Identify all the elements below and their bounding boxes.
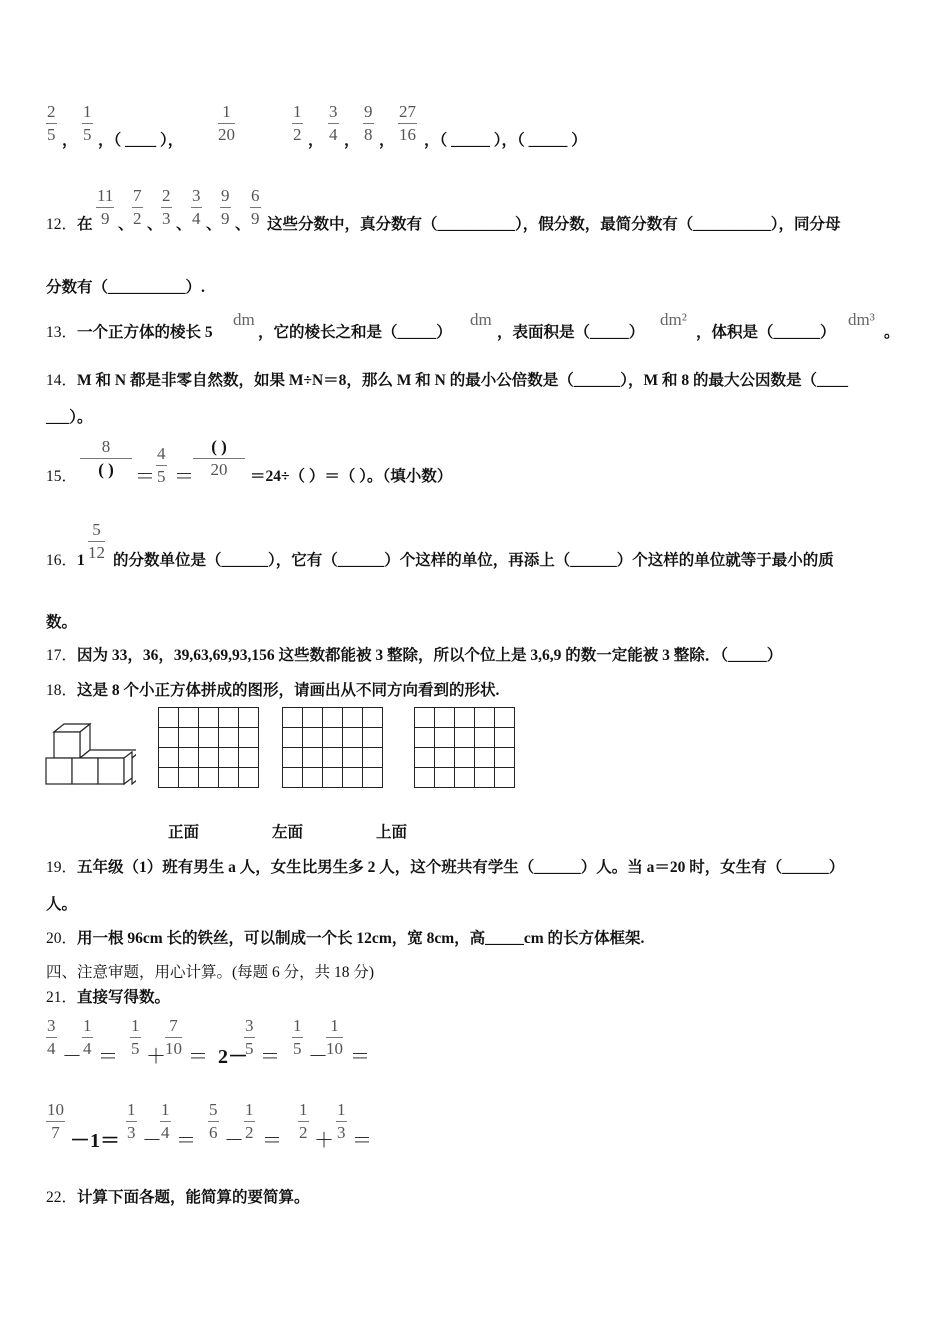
q16-number: 16．1 xyxy=(46,552,85,569)
q12-sep: 、 xyxy=(206,216,222,233)
q12-sep: 、 xyxy=(176,216,192,233)
q13-text-4: ，体积是（______） xyxy=(696,324,836,341)
q21-op: － xyxy=(308,1046,328,1068)
q21-r2-a2: $\frac{1}{3}$ xyxy=(127,1100,136,1142)
q21-r2-b4: $\frac{1}{3}$ xyxy=(337,1100,346,1142)
q15-equals: ＝ xyxy=(135,466,155,488)
q13-line: 13．一个正方体的棱长 5 xyxy=(46,324,213,341)
q11-frac-5: $\frac{3}{4}$ xyxy=(329,102,338,144)
left-view-grid[interactable] xyxy=(282,707,383,788)
q14-line: 14．M 和 N 都是非零自然数，如果 M÷N＝8，那么 M 和 N 的最小公倍数是（______），M 和 8 的最大公因数是（____ xyxy=(46,372,848,389)
q15-frac-3: ( ) 20 xyxy=(193,437,245,481)
q12-text: 这些分数中，真分数有（__________），假分数，最简分数有（__________），同分母 xyxy=(267,216,841,233)
q12-sep: 、 xyxy=(147,216,163,233)
q13-text-5: 。 xyxy=(884,324,900,341)
q21-r2-a3: $\frac{5}{6}$ xyxy=(209,1100,218,1142)
q21-r1-b2: $\frac{7}{10}$ xyxy=(165,1016,182,1058)
label-front: 正面 xyxy=(168,824,200,841)
q22-line: 22．计算下面各题，能简算的要简算。 xyxy=(46,1189,310,1206)
q18-line: 18．这是 8 个小正方体拼成的图形，请画出从不同方向看到的形状. xyxy=(46,682,500,699)
q21-r2-b2: $\frac{1}{4}$ xyxy=(161,1100,170,1142)
q16-text: 的分数单位是（______），它有（______）个这样的单位，再添上（______）个这样的单位就等于最小的质 xyxy=(113,552,834,569)
q13-text-3: ，表面积是（_____） xyxy=(497,324,645,341)
q12-sep: 、 xyxy=(235,216,251,233)
q21-op: ＋ xyxy=(314,1130,334,1152)
q21-op: ＋ xyxy=(146,1046,166,1068)
q12-frac-4: $\frac{3}{4}$ xyxy=(192,186,201,228)
q12-text-2: 分数有（__________）. xyxy=(46,279,205,296)
q20-line: 20．用一根 96cm 长的铁丝，可以制成一个长 12cm，宽 8cm，高_____cm 的长方体框架. xyxy=(46,930,645,947)
q21-eq: ＝ xyxy=(352,1130,372,1152)
q21-op: － xyxy=(224,1130,244,1152)
q11-comma: ， xyxy=(344,132,360,149)
q12-frac-6: $\frac{6}{9}$ xyxy=(251,186,260,228)
q21-eq: ＝ xyxy=(188,1046,208,1068)
q11-frac-1: $\frac{2}{5}$ xyxy=(47,102,56,144)
q12-frac-3: $\frac{2}{3}$ xyxy=(162,186,171,228)
top-view-grid[interactable] xyxy=(414,707,515,788)
q11-comma: ， xyxy=(308,132,324,149)
q21-post: －1＝ xyxy=(70,1130,120,1152)
q21-eq: ＝ xyxy=(260,1046,280,1068)
cube-figure xyxy=(44,720,136,792)
q12-frac-5: $\frac{9}{9}$ xyxy=(221,186,230,228)
q12-sep: 、 xyxy=(118,216,134,233)
q13-unit-4: dm³ xyxy=(848,310,875,329)
q21-r1-a1: $\frac{3}{4}$ xyxy=(47,1016,56,1058)
q21-op: － xyxy=(142,1130,162,1152)
label-top: 上面 xyxy=(376,824,408,841)
q21-r1-b3: $\frac{3}{5}$ xyxy=(245,1016,254,1058)
q11-frac-2: $\frac{1}{5}$ xyxy=(83,102,92,144)
q15-frac-1: 8 ( ) xyxy=(80,437,132,481)
q21-eq: ＝ xyxy=(98,1046,118,1068)
q21-r2-b3: $\frac{1}{2}$ xyxy=(245,1100,254,1142)
q11-comma: ， xyxy=(62,132,78,149)
q19-text-2: 人。 xyxy=(46,896,78,913)
q21-eq: ＝ xyxy=(350,1046,370,1068)
q21-eq: ＝ xyxy=(176,1130,196,1152)
q12-frac-2: $\frac{7}{2}$ xyxy=(133,186,142,228)
q21-r2-a1: $\frac{10}{7}$ xyxy=(47,1100,64,1142)
q14-line-2: ___）。 xyxy=(46,409,93,426)
q21-eq: ＝ xyxy=(262,1130,282,1152)
q11-blanks: ，（ _____ ），（ _____ ） xyxy=(424,132,587,149)
section-title: 四、注意审题，用心计算。(每题 6 分，共 18 分) xyxy=(46,964,375,981)
q21-op: － xyxy=(62,1046,82,1068)
q21-r1-b4: $\frac{1}{10}$ xyxy=(326,1016,343,1058)
q12-frac-1: $\frac{11}{9}$ xyxy=(97,186,114,228)
q15-equals: ＝ xyxy=(174,466,194,488)
q11-blank-1: ，（ ____ ）， xyxy=(98,132,184,149)
q17-line: 17．因为 33，36，39,63,69,93,156 这些数都能被 3 整除，所以个位上是 3,6,9 的数一定能被 3 整除．（_____） xyxy=(46,647,783,664)
q13-unit-3: dm² xyxy=(660,310,687,329)
label-left: 左面 xyxy=(272,824,304,841)
q11-frac-4: $\frac{1}{2}$ xyxy=(293,102,302,144)
q13-text-2: ，它的棱长之和是（_____） xyxy=(258,324,452,341)
q19-line: 19．五年级（1）班有男生 a 人，女生比男生多 2 人，这个班共有学生（______）人。当 a＝20 时，女生有（______） xyxy=(46,859,845,876)
q16-text-2: 数。 xyxy=(46,614,78,631)
q21-r1-a2: $\frac{1}{5}$ xyxy=(131,1016,140,1058)
q12-number: 12．在 xyxy=(46,216,93,233)
q11-frac-7: $\frac{27}{16}$ xyxy=(399,102,416,144)
q21-r2-a4: $\frac{1}{2}$ xyxy=(299,1100,308,1142)
q21-pre: 2－ xyxy=(218,1046,248,1068)
q15-frac-2: $\frac{4}{5}$ xyxy=(157,444,166,486)
q15-tail: ＝24÷（ ）＝（ ）。（填小数） xyxy=(250,468,453,485)
q15-number: 15． xyxy=(46,468,78,485)
q21-line: 21．直接写得数。 xyxy=(46,989,171,1006)
q11-frac-3: $\frac{1}{20}$ xyxy=(218,102,235,144)
q13-unit-1: dm xyxy=(233,310,255,329)
q16-frac: $\frac{5}{12}$ xyxy=(88,520,105,562)
front-view-grid[interactable] xyxy=(158,707,259,788)
q21-r1-b1: $\frac{1}{4}$ xyxy=(83,1016,92,1058)
q21-r1-a4: $\frac{1}{5}$ xyxy=(293,1016,302,1058)
q11-frac-6: $\frac{9}{8}$ xyxy=(364,102,373,144)
q13-unit-2: dm xyxy=(470,310,492,329)
q11-comma: ， xyxy=(379,132,395,149)
